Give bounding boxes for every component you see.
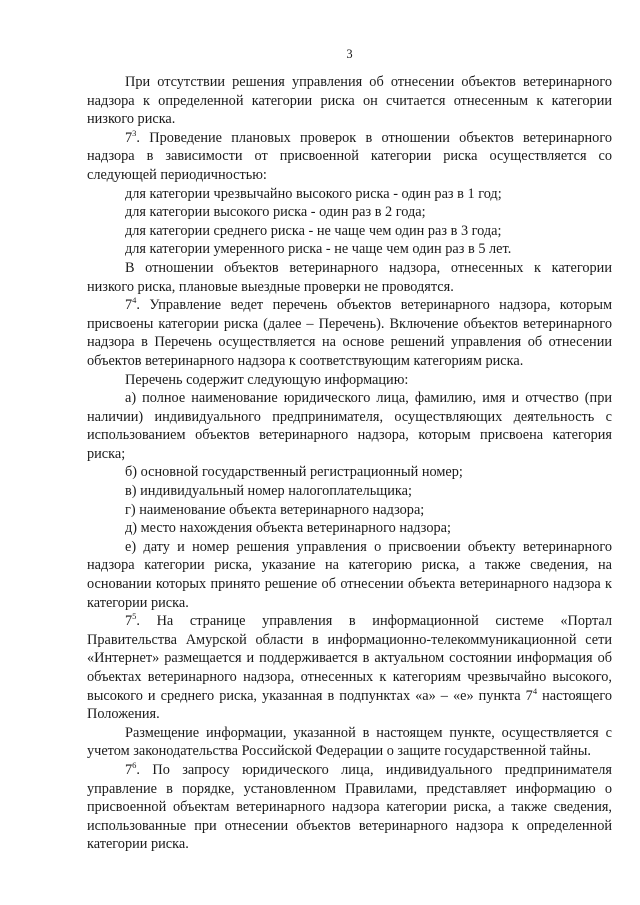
text-run: . На странице управления в информационной системе «Портал Правительства Амурской области в информационно-телекоммуникационной сети «Интернет» размещается и поддерживается в актуальном состоянии информация об объектах ветеринарного надзора, отнесенных к категориям чрезвычайно высокого, высокого и среднего риска, указанная в подпунктах «а» – «е» пункта 7: [87, 613, 612, 704]
text-run: б) основной государственный регистрационный номер;: [125, 464, 463, 481]
paragraph: [87, 538, 612, 612]
text-run: для категории высокого риска - один раз в 2 года;: [125, 204, 426, 221]
list-item: [87, 203, 612, 222]
superscript: 4: [532, 685, 538, 696]
page-number: 3: [346, 47, 353, 61]
superscript: 6: [132, 759, 137, 770]
text-run: 7: [125, 297, 133, 314]
paragraph: [87, 296, 612, 370]
paragraph: [87, 389, 612, 463]
list-item: [87, 519, 612, 538]
text-run: настоящего Положения.: [87, 687, 612, 723]
text-run: 7: [125, 129, 133, 146]
paragraph: [87, 129, 612, 185]
text-run: для категории умеренного риска - не чаще чем один раз в 5 лет.: [125, 241, 512, 258]
paragraph: [87, 761, 612, 854]
paragraph: [87, 73, 612, 129]
text-run: 7: [125, 761, 133, 778]
text-run: В отношении объектов ветеринарного надзора, отнесенных к категории низкого риска, плановые выездные проверки не проводятся.: [87, 259, 612, 295]
text-run: Перечень содержит следующую информацию:: [125, 371, 409, 388]
text-run: е) дату и номер решения управления о присвоении объекту ветеринарного надзора категории риска, указание на категорию риска, а также сведения, на основании которых принято решение об отнесении объекта ветеринарного надзора к категории риска.: [87, 538, 612, 611]
list-item: [87, 185, 612, 204]
paragraph: [87, 724, 612, 761]
text-run: . Проведение плановых проверок в отношении объектов ветеринарного надзора в зависимости от присвоенной категории риска осуществляется со следующей периодичностью:: [87, 129, 612, 183]
list-item: [87, 463, 612, 482]
list-item: [87, 240, 612, 259]
text-run: . По запросу юридического лица, индивидуального предпринимателя управление в порядке, установленном Правилами, представляет информацию о присвоенной объектам ветеринарного надзора категории риска, а также сведения, использованные при отнесении объектов ветеринарного надзора к определенной категории риска.: [87, 761, 612, 853]
superscript: 4: [132, 295, 137, 306]
text-run: в) индивидуальный номер налогоплательщика;: [125, 483, 412, 500]
paragraph: [87, 612, 612, 724]
text-run: а) полное наименование юридического лица, фамилию, имя и отчество (при наличии) индивидуального предпринимателя, осуществляющих деятельность с использованием объектов ветеринарного надзора, которым присвоена категория риска;: [87, 390, 612, 462]
list-item: [87, 482, 612, 501]
text-run: для категории среднего риска - не чаще чем один раз в 3 года;: [125, 222, 502, 239]
text-run: Размещение информации, указанной в настоящем пункте, осуществляется с учетом законодательства Российской Федерации о защите государственной тайны.: [87, 724, 612, 760]
superscript: 5: [132, 611, 137, 622]
text-run: При отсутствии решения управления об отнесении объектов ветеринарного надзора к определенной категории риска он считается отнесенным к категории низкого риска.: [87, 74, 612, 128]
paragraph: [87, 259, 612, 296]
text-run: для категории чрезвычайно высокого риска - один раз в 1 год;: [125, 185, 502, 202]
list-item: [87, 501, 612, 520]
document-body: [87, 73, 612, 854]
text-run: 7: [125, 613, 133, 630]
text-run: г) наименование объекта ветеринарного надзора;: [125, 501, 425, 518]
list-item: [87, 222, 612, 241]
superscript: 3: [132, 127, 137, 138]
paragraph: [87, 371, 612, 390]
text-run: . Управление ведет перечень объектов ветеринарного надзора, которым присвоены категории риска (далее – Перечень). Включение объектов ветеринарного надзора в Перечень осуществляется на основе решений управления об отнесении объектов ветеринарного надзора к соответствующим категориям риска.: [87, 297, 612, 369]
text-run: д) место нахождения объекта ветеринарного надзора;: [125, 520, 451, 537]
